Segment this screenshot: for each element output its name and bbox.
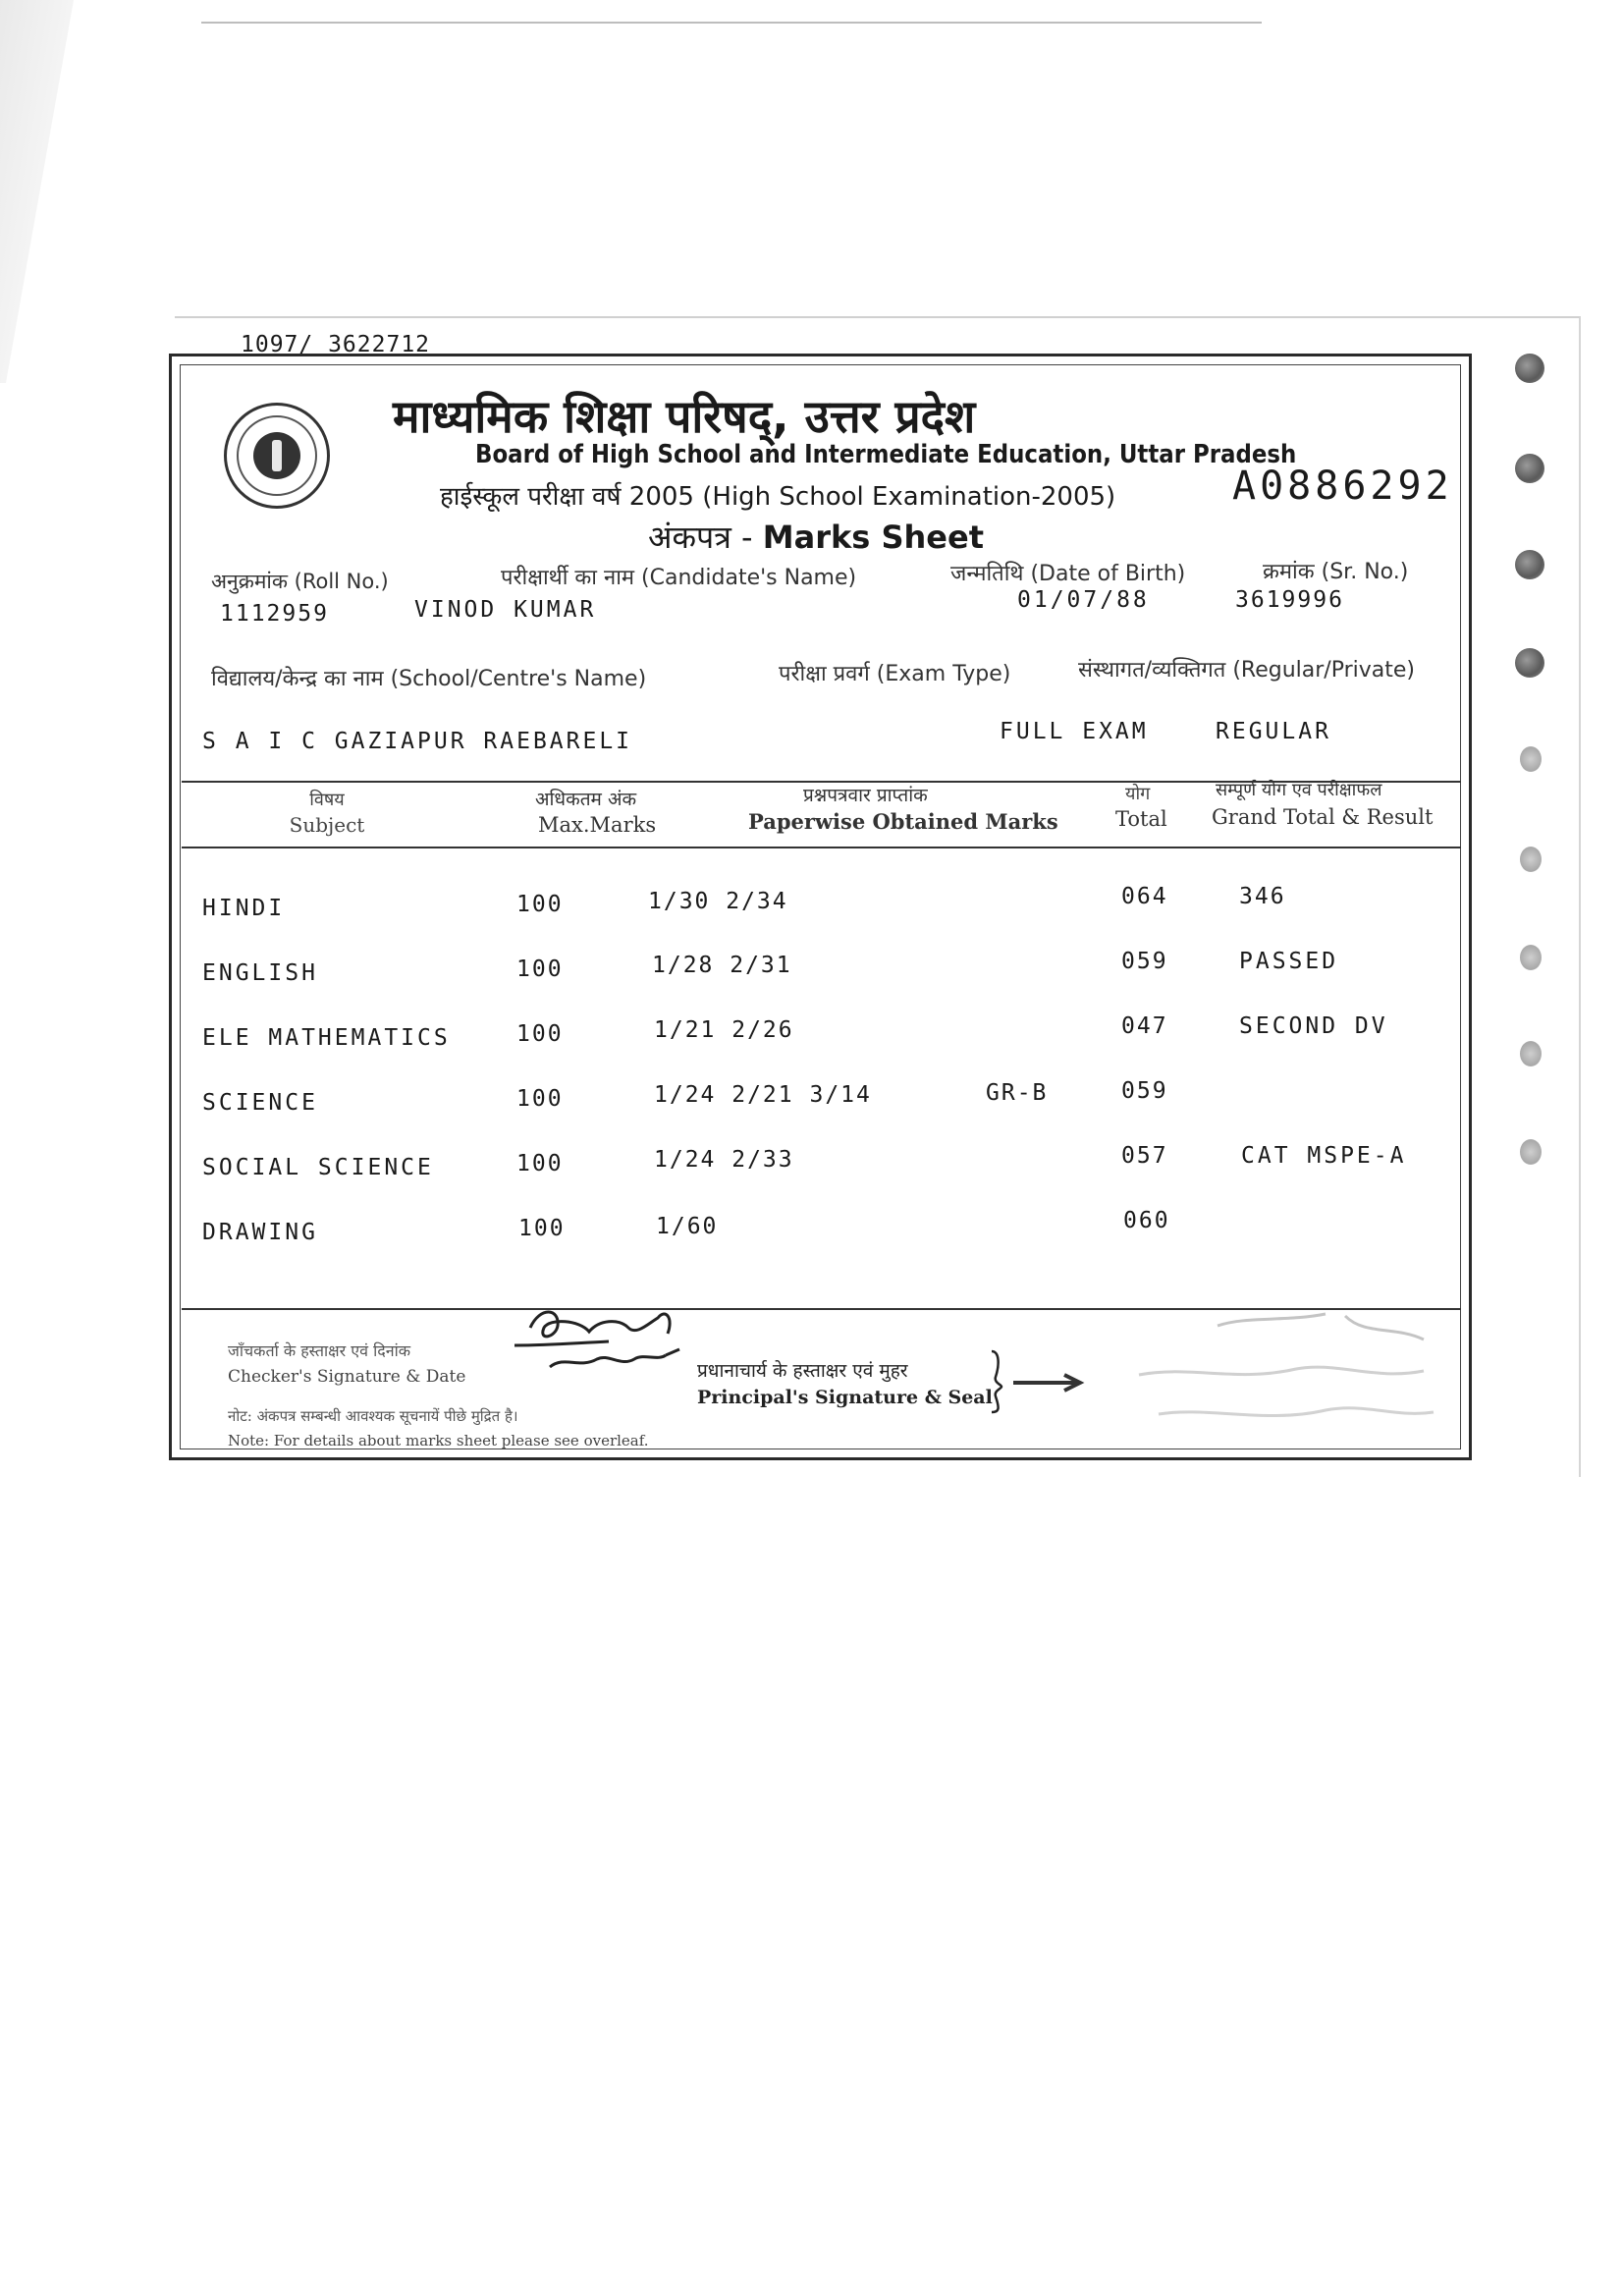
header-grand: Grand Total & Result <box>1212 805 1434 829</box>
row-paper-marks: 1/60 <box>656 1214 719 1239</box>
dob-label: जन्मतिथि (Date of Birth) <box>950 562 1186 586</box>
checker-label-hindi: जाँचकर्ता के हस्ताक्षर एवं दिनांक <box>228 1341 411 1360</box>
row-result: SECOND DV <box>1239 1013 1388 1039</box>
punch-hole <box>1515 648 1544 678</box>
punch-hole <box>1515 454 1544 483</box>
row-total: 064 <box>1121 884 1168 909</box>
header-total: Total <box>1115 807 1167 831</box>
row-result: 346 <box>1239 884 1286 909</box>
serial-code: A0886292 <box>1232 464 1453 509</box>
scan-top-rule <box>201 22 1262 24</box>
note-english: Note: For details about marks sheet please see overleaf. <box>228 1432 649 1449</box>
sheet-title-english: Marks Sheet <box>762 519 984 556</box>
row-max-marks: 100 <box>516 1086 564 1112</box>
principal-label: Principal's Signature & Seal <box>697 1387 993 1408</box>
punch-hole <box>1515 550 1544 579</box>
header-max: Max.Marks <box>538 813 657 837</box>
row-result: PASSED <box>1239 949 1339 974</box>
sheet-title <box>648 516 984 558</box>
row-subject: HINDI <box>202 896 286 921</box>
reference-number: 1097/ 3622712 <box>241 332 431 357</box>
roll-no-label: अनुक्रमांक (Roll No.) <box>211 570 389 593</box>
row-max-marks: 100 <box>516 957 564 982</box>
checker-signature <box>511 1298 707 1387</box>
candidate-name-value: VINOD KUMAR <box>414 597 597 623</box>
exam-title-english: (High School Examination-2005) <box>702 482 1116 512</box>
punch-hole <box>1520 847 1542 872</box>
row-subject: DRAWING <box>202 1220 318 1245</box>
row-paper-marks: 1/24 2/33 <box>654 1147 794 1173</box>
row-max-marks: 100 <box>516 892 564 917</box>
row-subject: SOCIAL SCIENCE <box>202 1155 434 1180</box>
checker-label: Checker's Signature & Date <box>228 1367 466 1387</box>
page-fold-shadow <box>0 0 74 383</box>
row-group: GR-B <box>986 1080 1049 1106</box>
header-paperwise-hindi: प्रश्नपत्रवार प्राप्तांक <box>803 785 928 806</box>
exam-type-label: परीक्षा प्रवर्ग (Exam Type) <box>779 662 1011 686</box>
punch-hole <box>1515 354 1544 383</box>
row-paper-marks: 1/21 2/26 <box>654 1017 794 1043</box>
school-value: S A I C GAZIAPUR RAEBARELI <box>202 729 633 754</box>
header-subject-hindi: विषय <box>309 790 345 810</box>
exam-title <box>440 477 1115 513</box>
regular-value: REGULAR <box>1216 719 1331 744</box>
faded-stamp <box>1100 1296 1463 1453</box>
roll-no-value: 1112959 <box>220 601 329 627</box>
board-name-hindi: माध्यमिक शिक्षा परिषद्, उत्तर प्रदेश <box>393 390 976 443</box>
punch-hole <box>1520 1041 1542 1066</box>
punch-hole <box>1520 1139 1542 1165</box>
row-total: 059 <box>1121 1078 1168 1104</box>
dob-value: 01/07/88 <box>1017 587 1150 613</box>
header-subject: Subject <box>289 813 365 837</box>
header-grand-hindi: सम्पूर्ण योग एवं परीक्षाफल <box>1216 780 1382 800</box>
row-total: 047 <box>1121 1013 1168 1039</box>
principal-arrow-mark <box>986 1347 1094 1416</box>
row-max-marks: 100 <box>516 1021 564 1047</box>
row-max-marks: 100 <box>516 1151 564 1176</box>
board-name-english: Board of High School and Intermediate Education, Uttar Pradesh <box>475 440 1297 469</box>
sr-no-value: 3619996 <box>1235 587 1344 613</box>
row-total: 060 <box>1123 1208 1170 1233</box>
row-paper-marks: 1/30 2/34 <box>648 889 788 914</box>
row-result: CAT MSPE-A <box>1241 1143 1407 1169</box>
exam-title-hindi: हाईस्कूल परीक्षा वर्ष 2005 <box>440 482 694 512</box>
exam-type-value: FULL EXAM <box>1000 719 1149 744</box>
header-total-hindi: योग <box>1125 784 1151 804</box>
candidate-name-label: परीक्षार्थी का नाम (Candidate's Name) <box>501 566 857 590</box>
header-paperwise: Paperwise Obtained Marks <box>748 809 1058 834</box>
row-paper-marks: 1/24 2/21 3/14 <box>654 1082 872 1108</box>
table-header-rule <box>182 847 1461 848</box>
punch-hole <box>1520 945 1542 970</box>
row-total: 059 <box>1121 949 1168 974</box>
row-subject: ELE MATHEMATICS <box>202 1025 451 1051</box>
board-emblem-icon <box>224 403 330 509</box>
regular-private-label: संस्थागत/व्यक्तिगत (Regular/Private) <box>1078 658 1415 683</box>
row-total: 057 <box>1121 1143 1168 1169</box>
row-max-marks: 100 <box>518 1216 566 1241</box>
school-label: विद्यालय/केन्द्र का नाम (School/Centre's Name) <box>211 667 647 691</box>
row-paper-marks: 1/28 2/31 <box>652 953 792 978</box>
sr-no-label: क्रमांक (Sr. No.) <box>1263 560 1409 584</box>
punch-hole <box>1520 746 1542 772</box>
principal-label-hindi: प्रधानाचार्य के हस्ताक्षर एवं मुहर <box>697 1360 908 1382</box>
row-subject: SCIENCE <box>202 1090 318 1116</box>
header-max-hindi: अधिकतम अंक <box>535 789 637 810</box>
note-hindi: नोट: अंकपत्र सम्बन्धी आवश्यक सूचनायें पीछे मुद्रित है। <box>228 1407 518 1425</box>
sheet-title-hindi: अंकपत्र - <box>648 519 753 556</box>
row-subject: ENGLISH <box>202 960 318 986</box>
